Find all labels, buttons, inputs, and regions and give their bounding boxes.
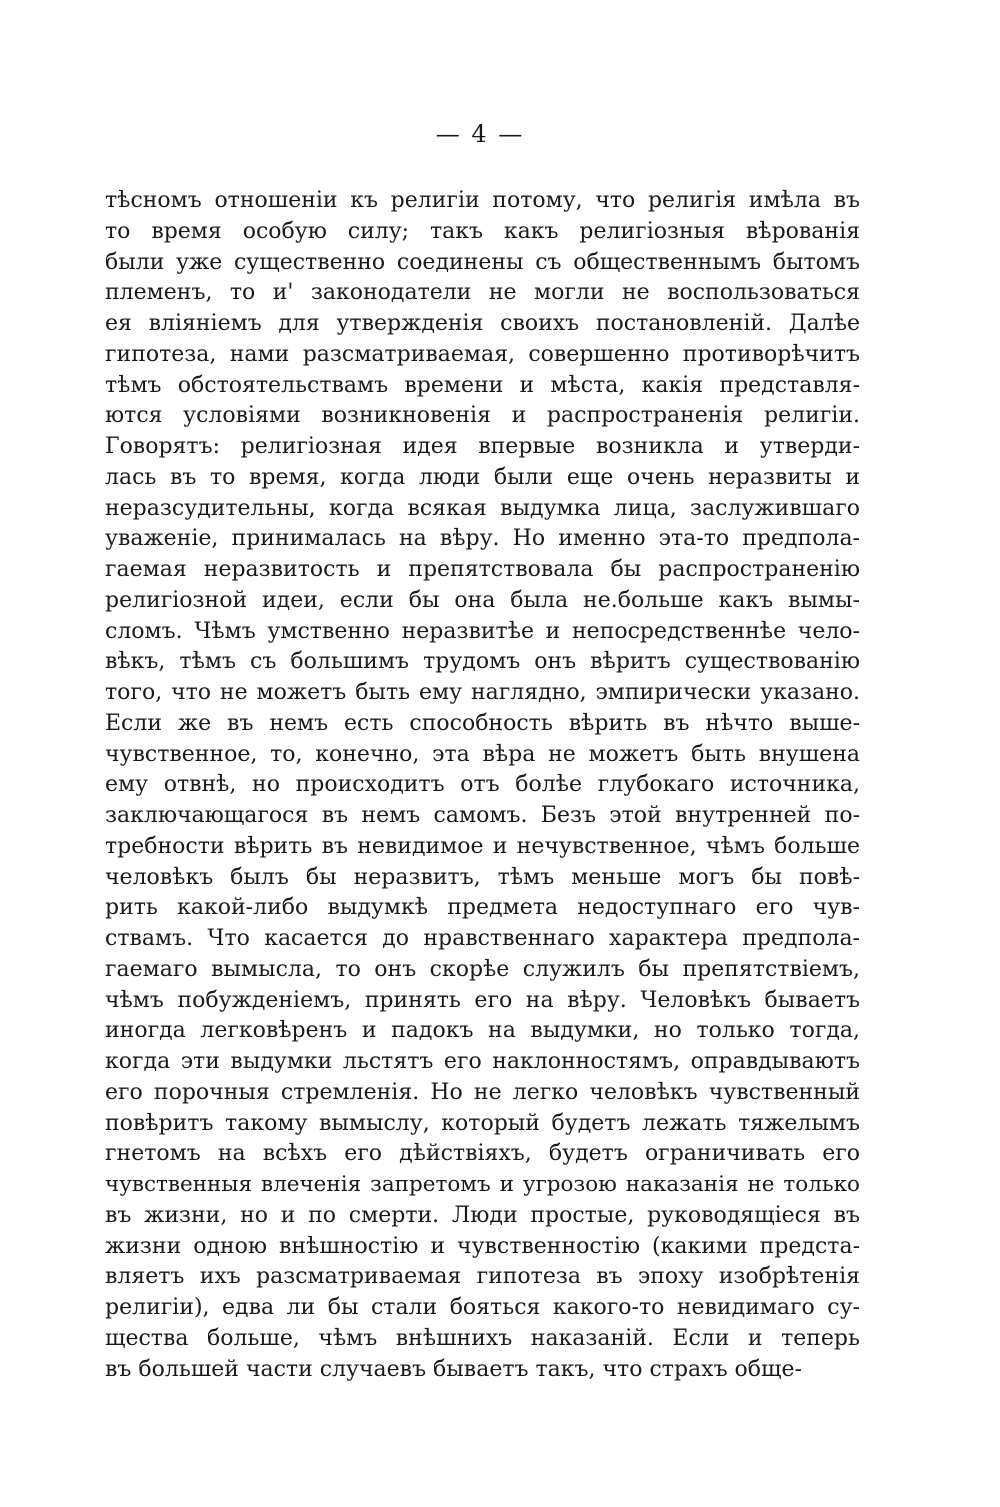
text-line: щества больше, чѣмъ внѣшнихъ наказанiй. Если и теперь xyxy=(105,1325,860,1351)
text-line: того, что не можетъ быть ему наглядно, эмпирически указано. xyxy=(105,680,860,705)
text-line: гаемаго вымысла, то онъ скорѣе служилъ бы препятствiемъ, xyxy=(105,956,860,982)
text-line: чувственное, то, конечно, эта вѣра не можетъ быть внушена xyxy=(105,741,860,767)
text-line: гнетомъ на всѣхъ его дѣйствiяхъ, будетъ ограничивать его xyxy=(105,1141,860,1167)
text-line: религiозной идеи, если бы она была не.больше какъ вымы- xyxy=(105,587,860,613)
text-line: уваженiе, принималась на вѣру. Но именно эта-то предпола- xyxy=(105,526,860,552)
body-text xyxy=(105,186,860,1385)
text-line: ются условiями возникновенiя и распространенiя религiи. xyxy=(105,403,860,429)
text-line: его порочныя стремленiя. Но не легко человѣкъ чувственный xyxy=(105,1079,860,1105)
text-line: рить какой-либо выдумкѣ предмета недоступнаго его чув- xyxy=(105,895,860,921)
text-line: гипотеза, нами разсматриваемая, совершенно противорѣчитъ xyxy=(105,341,860,367)
text-line: Если же въ немъ есть способность вѣрить въ нѣчто выше- xyxy=(105,710,860,736)
text-line: въ большей части случаевъ бываетъ такъ, что страхъ обще- xyxy=(105,1356,802,1382)
page-number: — 4 — xyxy=(435,120,525,148)
text-line: племенъ, то и' законодатели не могли не воспользоваться xyxy=(105,280,860,306)
text-line: тѣсномъ отношенiи къ религiи потому, что религiя имѣла въ xyxy=(105,188,860,213)
text-line: были уже существенно соединены съ общественнымъ бытомъ xyxy=(105,249,860,275)
text-line: жизни одною внѣшностiю и чувственностiю (какими предста- xyxy=(105,1233,860,1259)
text-line: чѣмъ побужденiемъ, принять его на вѣру. Человѣкъ бываетъ xyxy=(105,987,860,1013)
text-line: вѣкъ, тѣмъ съ большимъ трудомъ онъ вѣритъ существованiю xyxy=(105,649,860,675)
text-line: неразсудительны, когда всякая выдумка лица, заслужившаго xyxy=(105,495,860,521)
text-line: Говорятъ: религiозная идея впервые возникла и утверди- xyxy=(105,434,860,459)
text-line: тѣмъ обстоятельствамъ времени и мѣста, какiя представля- xyxy=(105,372,860,398)
text-line: требности вѣрить въ невидимое и нечувственное, чѣмъ больше xyxy=(105,833,860,859)
text-line: ея влiянiемъ для утвержденiя своихъ постановленiй. Далѣе xyxy=(105,311,860,336)
text-line: иногда легковѣренъ и падокъ на выдумки, но только тогда, xyxy=(105,1018,860,1044)
text-line: человѣкъ былъ бы неразвитъ, тѣмъ меньше могъ бы повѣ- xyxy=(105,864,860,890)
text-line: въ жизни, но и по смерти. Люди простые, руководящiеся въ xyxy=(105,1202,860,1228)
text-line: ствамъ. Что касается до нравственнаго характера предпола- xyxy=(105,926,860,951)
text-line: лась въ то время, когда люди были еще очень неразвиты и xyxy=(105,464,860,490)
text-line: религiи), едва ли бы стали бояться какого-то невидимаго су- xyxy=(105,1295,860,1320)
text-line: сломъ. Чѣмъ умственно неразвитѣе и непосредственнѣе чело- xyxy=(105,618,860,644)
text-line: то время особую силу; такъ какъ религiозныя вѣрованiя xyxy=(105,218,860,244)
text-line: ему отвнѣ, но происходитъ отъ болѣе глубокаго источника, xyxy=(105,772,860,798)
text-line: когда эти выдумки льстятъ его наклонностямъ, оправдываютъ xyxy=(105,1049,860,1074)
text-line: вляетъ ихъ разсматриваемая гипотеза въ эпоху изобрѣтенiя xyxy=(105,1264,860,1290)
text-line: повѣритъ такому вымыслу, который будетъ лежать тяжелымъ xyxy=(105,1110,860,1136)
text-line: заключающагося въ немъ самомъ. Безъ этой внутренней по- xyxy=(105,803,860,828)
text-line: гаемая неразвитость и препятствовала бы распространенiю xyxy=(105,557,860,582)
text-line: чувственныя влеченiя запретомъ и угрозою наказанiя не только xyxy=(105,1172,860,1197)
